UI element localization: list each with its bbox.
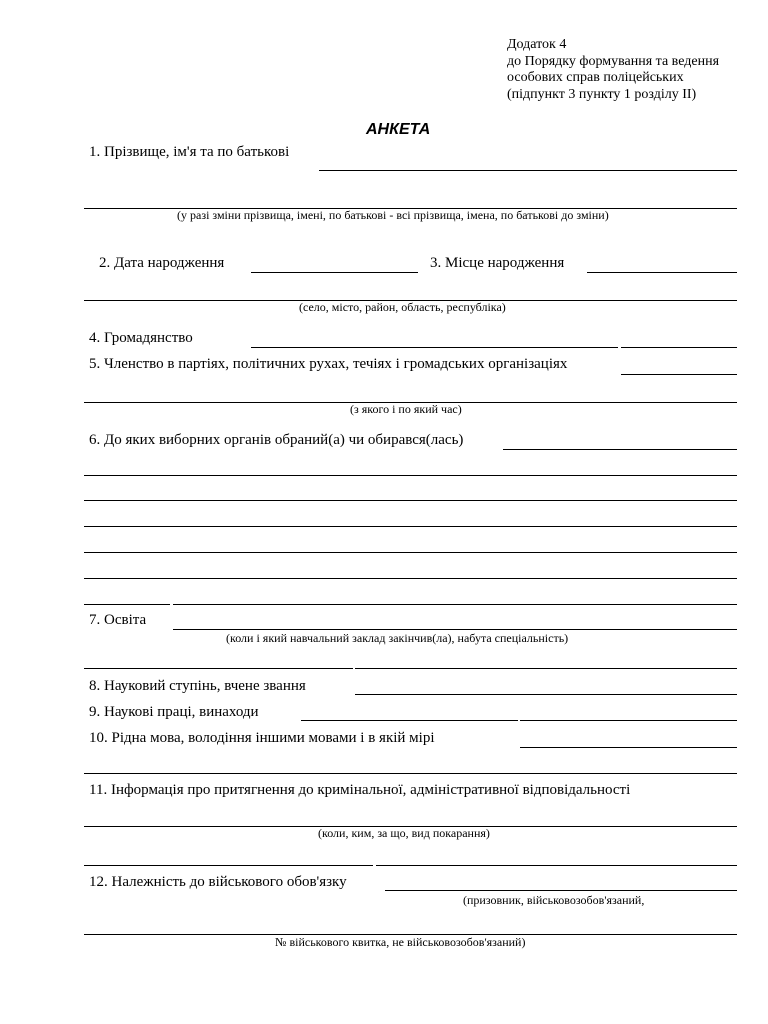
elected-bodies-continuation-line[interactable] — [84, 526, 737, 527]
education-input-line[interactable] — [173, 629, 737, 630]
field-hint-liability: (коли, ким, за що, вид покарання) — [318, 826, 490, 840]
languages-continuation-line[interactable] — [84, 773, 737, 774]
party-membership-input-line[interactable] — [621, 374, 737, 375]
field-hint-military-duty: (призовник, військовозобов'язаний, — [463, 893, 645, 907]
field-label-languages: 10. Рідна мова, володіння іншими мовами і в якій мірі — [89, 730, 435, 746]
elected-bodies-continuation-line[interactable] — [84, 578, 737, 579]
scientific-works-input-line[interactable] — [301, 720, 518, 721]
field-hint-education: (коли і який навчальний заклад закінчив(ла), набута спеціальність) — [226, 631, 569, 645]
citizenship-input-line-extra[interactable] — [621, 347, 737, 348]
field-label-party-membership: 5. Членство в партіях, політичних рухах, течіях і громадських організаціях — [89, 356, 568, 372]
citizenship-input-line[interactable] — [251, 347, 618, 348]
field-hint-previous-names: (у разі зміни прізвища, імені, по батькові - всі прізвища, імена, по батькові до зміни) — [177, 208, 609, 222]
elected-bodies-continuation-line[interactable] — [173, 604, 737, 605]
elected-bodies-continuation-line[interactable] — [84, 604, 170, 605]
full-name-input-line[interactable] — [319, 170, 737, 171]
appendix-reference-line: особових справ поліцейських — [507, 70, 684, 85]
field-label-full-name: 1. Прізвище, ім'я та по батькові — [89, 144, 290, 160]
languages-input-line[interactable] — [520, 747, 737, 748]
form-title: АНКЕТА — [366, 121, 431, 138]
military-duty-input-line[interactable] — [385, 890, 737, 891]
field-hint-birth-place: (село, місто, район, область, республіка) — [299, 300, 506, 314]
birth-place-input-line[interactable] — [587, 272, 737, 273]
elected-bodies-input-line[interactable] — [503, 449, 737, 450]
field-label-scientific-works: 9. Наукові праці, винаходи — [89, 704, 259, 720]
academic-degree-input-line[interactable] — [355, 694, 737, 695]
field-hint-military-ticket: № військового квитка, не військовозобов'язаний) — [275, 935, 526, 949]
field-label-education: 7. Освіта — [89, 612, 147, 628]
field-label-birth-date: 2. Дата народження — [99, 255, 225, 271]
education-continuation-line[interactable] — [84, 668, 353, 669]
field-label-military-duty: 12. Належність до військового обов'язку — [89, 874, 347, 890]
liability-continuation-line[interactable] — [376, 865, 737, 866]
field-hint-party-membership: (з якого і по який час) — [350, 402, 462, 416]
field-label-liability: 11. Інформація про притягнення до кримінальної, адміністративної відповідальності — [89, 782, 631, 798]
field-label-academic-degree: 8. Науковий ступінь, вчене звання — [89, 678, 306, 694]
field-label-birth-place: 3. Місце народження — [430, 255, 565, 271]
birth-date-input-line[interactable] — [251, 272, 418, 273]
elected-bodies-continuation-line[interactable] — [84, 500, 737, 501]
scientific-works-input-line-extra[interactable] — [520, 720, 737, 721]
appendix-reference-line: до Порядку формування та ведення — [507, 54, 720, 69]
field-label-citizenship: 4. Громадянство — [89, 330, 193, 346]
liability-continuation-line[interactable] — [84, 865, 373, 866]
appendix-reference-line: (підпункт 3 пункту 1 розділу II) — [507, 87, 697, 102]
appendix-number: Додаток 4 — [507, 37, 567, 52]
elected-bodies-continuation-line[interactable] — [84, 475, 737, 476]
field-label-elected-bodies: 6. До яких виборних органів обраний(а) чи обирався(лась) — [89, 432, 464, 448]
elected-bodies-continuation-line[interactable] — [84, 552, 737, 553]
education-continuation-line[interactable] — [355, 668, 737, 669]
